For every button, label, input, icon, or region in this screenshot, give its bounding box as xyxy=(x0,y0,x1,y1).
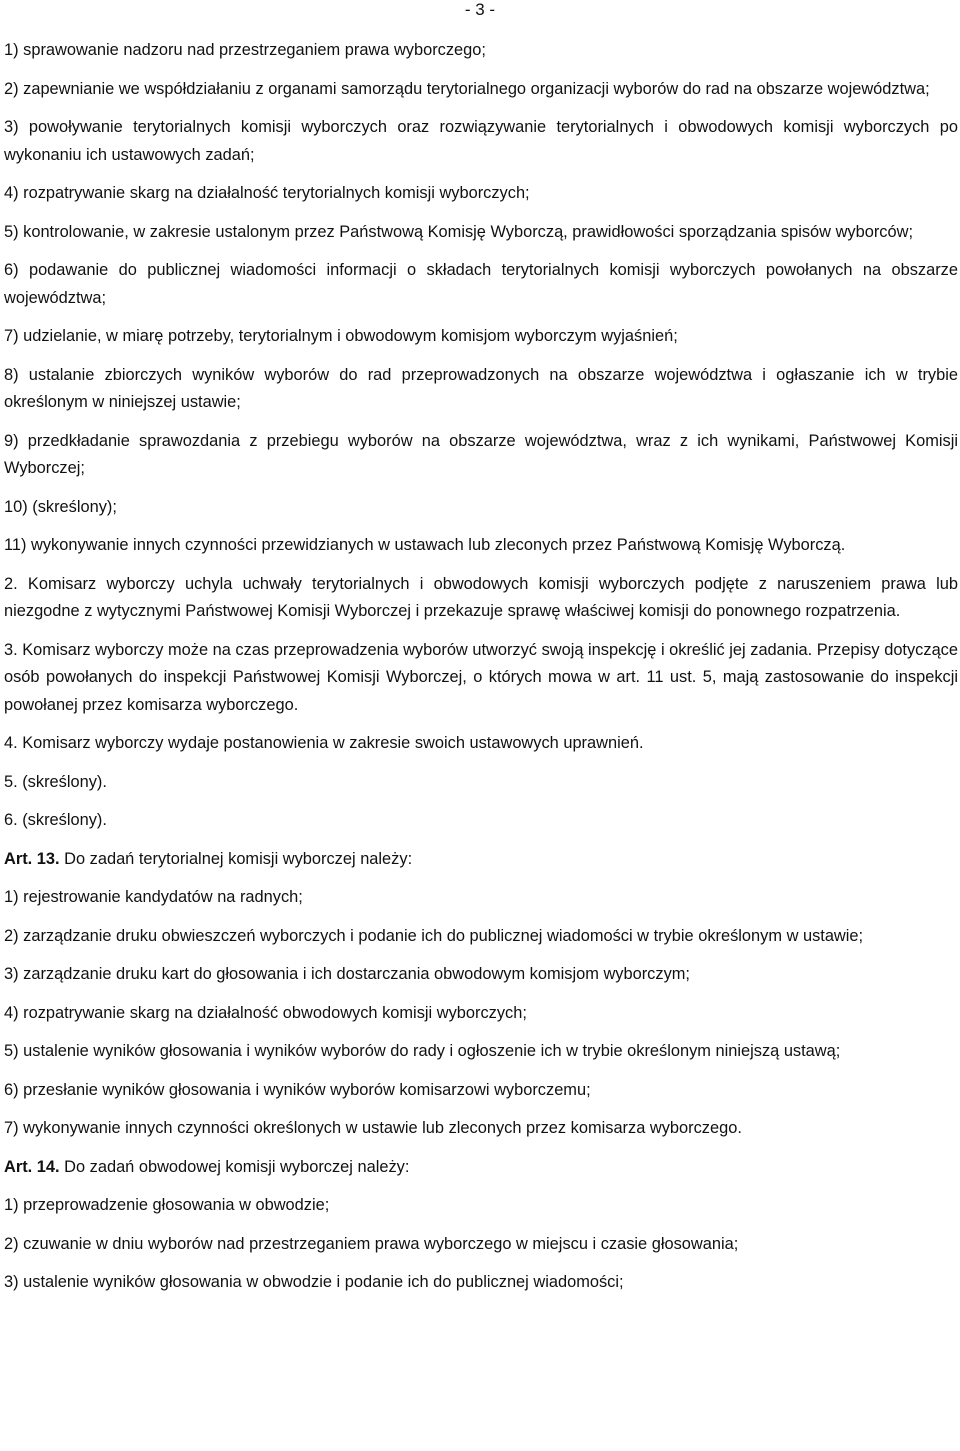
document-paragraph xyxy=(4,76,958,104)
paragraph-text: 7) wykonywanie innych czynności określonych w ustawie lub zleconych przez komisarza wyborczego. xyxy=(4,1119,742,1137)
article-label: Art. 14. xyxy=(4,1157,60,1176)
paragraph-text: 4. Komisarz wyborczy wydaje postanowienia w zakresie swoich ustawowych uprawnień. xyxy=(4,734,644,752)
document-paragraph xyxy=(4,637,958,720)
paragraph-text: 2) czuwanie w dniu wyborów nad przestrzeganiem prawa wyborczego w miejscu i czasie głosowania; xyxy=(4,1234,739,1253)
paragraph-text: Do zadań terytorialnej komisji wyborczej należy: xyxy=(59,849,413,868)
paragraph-text: 3) powoływanie terytorialnych komisji wyborczych oraz rozwiązywanie terytorialnych i obwodowych komisji wyborczych po wykonaniu ich ustawowych zadań; xyxy=(4,118,958,164)
document-paragraph xyxy=(4,923,958,951)
document-paragraph xyxy=(4,180,958,208)
document-paragraph xyxy=(4,1192,958,1220)
paragraph-text: 6) przesłanie wyników głosowania i wyników wyborów komisarzowi wyborczemu; xyxy=(4,1080,591,1099)
document-paragraph xyxy=(4,571,958,626)
article-heading-paragraph xyxy=(4,846,958,874)
document-paragraph xyxy=(4,1000,958,1028)
paragraph-text: 4) rozpatrywanie skarg na działalność terytorialnych komisji wyborczych; xyxy=(4,184,530,202)
document-paragraph xyxy=(4,219,958,247)
document-paragraph xyxy=(4,257,958,312)
paragraph-text: 6) podawanie do publicznej wiadomości informacji o składach terytorialnych komisji wyborczych powołanych na obszarze województwa; xyxy=(4,261,958,307)
paragraph-text: 10) (skreślony); xyxy=(4,497,117,516)
document-paragraph xyxy=(4,961,958,989)
document-paragraph xyxy=(4,428,958,483)
document-paragraph xyxy=(4,37,958,65)
paragraph-text: 3) zarządzanie druku kart do głosowania i ich dostarczania obwodowym komisjom wyborczym; xyxy=(4,965,690,983)
paragraph-text: 2) zarządzanie druku obwieszczeń wyborczych i podanie ich do publicznej wiadomości w trybie określonym w ustawie; xyxy=(4,926,864,945)
paragraph-text: 4) rozpatrywanie skarg na działalność obwodowych komisji wyborczych; xyxy=(4,1003,527,1022)
paragraph-text: 3) ustalenie wyników głosowania w obwodzie i podanie ich do publicznej wiadomości; xyxy=(4,1273,624,1291)
paragraph-text: 5) kontrolowanie, w zakresie ustalonym przez Państwową Komisję Wyborczą, prawidłowości sporządzania spisów wyborców; xyxy=(4,222,913,241)
paragraph-text: 7) udzielanie, w miarę potrzeby, terytorialnym i obwodowym komisjom wyborczym wyjaśnień; xyxy=(4,327,678,345)
paragraph-text: 8) ustalanie zbiorczych wyników wyborów do rad przeprowadzonych na obszarze województwa i ogłaszanie ich w trybie określonym w niniejszej ustawie; xyxy=(4,365,958,411)
paragraph-text: 5. (skreślony). xyxy=(4,772,107,791)
paragraph-text: 2) zapewnianie we współdziałaniu z organami samorządu terytorialnego organizacji wyborów do rad na obszarze województwa; xyxy=(4,79,930,98)
document-paragraph xyxy=(4,769,958,797)
document-paragraph xyxy=(4,807,958,835)
paragraph-text: 1) rejestrowanie kandydatów na radnych; xyxy=(4,888,303,906)
document-paragraph xyxy=(4,1231,958,1259)
document-paragraph xyxy=(4,1269,958,1297)
document-paragraph xyxy=(4,1038,958,1066)
document-paragraph xyxy=(4,323,958,351)
paragraph-text: 9) przedkładanie sprawozdania z przebiegu wyborów na obszarze województwa, wraz z ich wynikami, Państwowej Komisji Wyborczej; xyxy=(4,431,958,477)
article-heading-paragraph xyxy=(4,1154,958,1182)
paragraph-text: 11) wykonywanie innych czynności przewidzianych w ustawach lub zleconych przez Państwową Komisję Wyborczą. xyxy=(4,536,846,554)
article-label: Art. 13. xyxy=(4,849,60,868)
paragraph-text: 1) przeprowadzenie głosowania w obwodzie; xyxy=(4,1196,330,1214)
page-number: - 3 - xyxy=(464,0,496,19)
document-body xyxy=(4,0,958,1308)
document-content xyxy=(4,0,958,1297)
paragraph-text: 2. Komisarz wyborczy uchyla uchwały terytorialnych i obwodowych komisji wyborczych podjęte z naruszeniem prawa lub niezgodne z wytycznymi Państwowej Komisji Wyborczej i przekazuje sprawę właściwej komisji do ponownego rozpatrzenia. xyxy=(4,574,958,620)
document-paragraph xyxy=(4,884,958,912)
paragraph-text: Do zadań obwodowej komisji wyborczej należy: xyxy=(59,1157,410,1176)
document-paragraph xyxy=(4,1077,958,1105)
paragraph-text: 5) ustalenie wyników głosowania i wyników wyborów do rady i ogłoszenie ich w trybie określonym niniejszą ustawą; xyxy=(4,1042,841,1060)
paragraph-text: 6. (skreślony). xyxy=(4,811,107,829)
document-paragraph xyxy=(4,532,958,560)
document-paragraph xyxy=(4,730,958,758)
document-paragraph xyxy=(4,362,958,417)
paragraph-text: 3. Komisarz wyborczy może na czas przeprowadzenia wyborów utworzyć swoją inspekcję i określić jej zadania. Przepisy dotyczące osób powołanych do inspekcji Państwowej Komisji Wyborczej, o których mowa w art. 11 ust. 5, mają zastosowanie do inspekcji powołanej przez komisarza wyborczego. xyxy=(4,640,958,714)
document-paragraph xyxy=(4,494,958,522)
document-paragraph xyxy=(4,114,958,169)
paragraph-text: 1) sprawowanie nadzoru nad przestrzeganiem prawa wyborczego; xyxy=(4,41,486,59)
document-paragraph xyxy=(4,1115,958,1143)
